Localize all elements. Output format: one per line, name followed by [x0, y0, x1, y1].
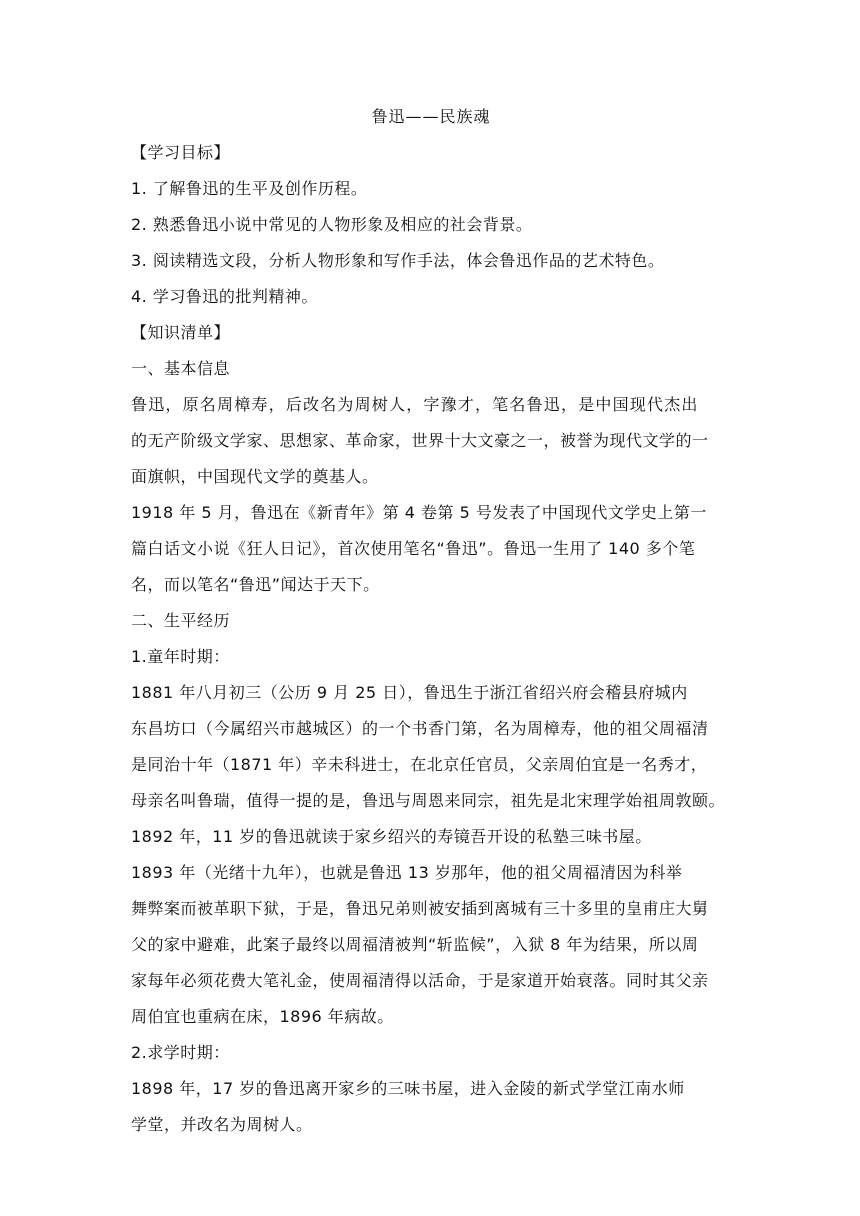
heading-learning-goals: 【学习目标】 [131, 143, 231, 162]
goal-item-2: 2. 熟悉鲁迅小说中常见的人物形象及相应的社会背景。 [131, 215, 533, 234]
document-title: 鲁迅——民族魂 [371, 107, 491, 126]
goal-item-3: 3. 阅读精选文段，分析人物形象和写作手法，体会鲁迅作品的艺术特色。 [131, 251, 665, 270]
paragraph-line: 父的家中避难，此案子最终以周福清被判“斩监候”，入狱 8 年为结果，所以周 [131, 935, 699, 954]
paragraph-line: 的无产阶级文学家、思想家、革命家，世界十大文豪之一，被誉为现代文学的一 [131, 431, 709, 450]
goal-item-4: 4. 学习鲁迅的批判精神。 [131, 287, 318, 306]
paragraph-line: 周伯宜也重病在床，1896 年病故。 [131, 1007, 394, 1026]
paragraph-line: 学堂，并改名为周树人。 [131, 1115, 313, 1134]
paragraph-line: 篇白话文小说《狂人日记》，首次使用笔名“鲁迅”。鲁迅一生用了 140 多个笔 [131, 539, 696, 558]
paragraph-line: 1898 年，17 岁的鲁迅离开家乡的三味书屋，进入金陵的新式学堂江南水师 [131, 1079, 685, 1098]
paragraph-line: 1892 年，11 岁的鲁迅就读于家乡绍兴的寿镜吾开设的私塾三味书屋。 [131, 827, 652, 846]
paragraph-line: 鲁迅，原名周樟寿，后改名为周树人，字豫才，笔名鲁迅，是中国现代杰出 [131, 395, 699, 414]
paragraph-line: 面旗帜，中国现代文学的奠基人。 [131, 467, 379, 486]
paragraph-line: 是同治十年（1871 年）辛未科进士，在北京任官员，父亲周伯宜是一名秀才， [131, 755, 708, 774]
paragraph-line: 名，而以笔名“鲁迅”闻达于天下。 [131, 575, 380, 594]
subheading-study-period: 2.求学时期： [131, 1043, 230, 1062]
subheading-life-experience: 二、生平经历 [131, 611, 231, 630]
subheading-childhood: 1.童年时期： [131, 647, 230, 666]
paragraph-line: 母亲名叫鲁瑞，值得一提的是，鲁迅与周恩来同宗，祖先是北宋理学始祖周敦颐。 [131, 791, 726, 810]
paragraph-line: 东昌坊口（今属绍兴市越城区）的一个书香门第，名为周樟寿，他的祖父周福清 [131, 719, 709, 738]
heading-knowledge-list: 【知识清单】 [131, 323, 231, 342]
document-page [131, 107, 731, 1151]
paragraph-line: 1893 年（光绪十九年），也就是鲁迅 13 岁那年，他的祖父周福清因为科举 [131, 863, 683, 882]
paragraph-line: 家每年必须花费大笔礼金，使周福清得以活命，于是家道开始衰落。同时其父亲 [131, 971, 709, 990]
paragraph-line: 1918 年 5 月，鲁迅在《新青年》第 4 卷第 5 号发表了中国现代文学史上第一 [131, 503, 707, 522]
paragraph-line: 舞弊案而被革职下狱，于是，鲁迅兄弟则被安插到离城有三十多里的皇甫庄大舅 [131, 899, 709, 918]
paragraph-line: 1881 年八月初三（公历 9 月 25 日），鲁迅生于浙江省绍兴府会稽县府城内 [131, 683, 688, 702]
goal-item-1: 1. 了解鲁迅的生平及创作历程。 [131, 179, 368, 198]
subheading-basic-info: 一、基本信息 [131, 359, 231, 378]
